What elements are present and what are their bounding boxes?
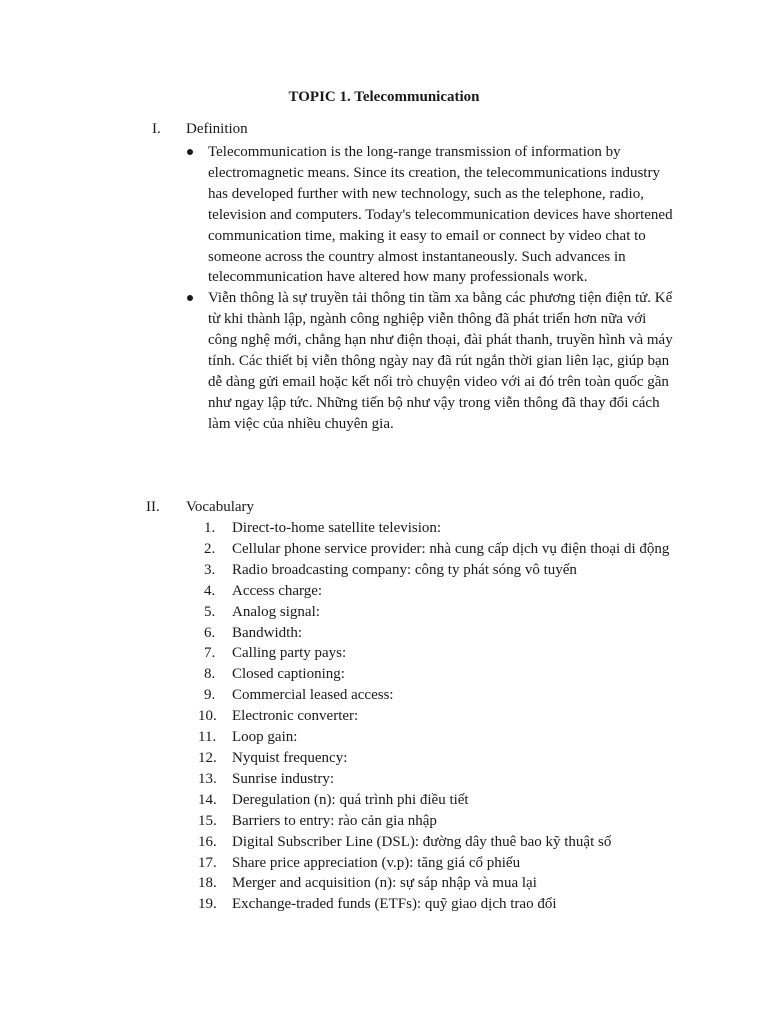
vocabulary-item	[198, 832, 684, 853]
vocabulary-term: Deregulation (n): quá trình phi điều tiết	[232, 791, 469, 808]
bullet-icon	[187, 295, 193, 301]
vocabulary-number: 11.	[198, 729, 217, 746]
vocabulary-number: 18.	[198, 875, 217, 892]
vocabulary-item	[198, 790, 684, 811]
vocabulary-number: 2.	[204, 540, 216, 557]
vocabulary-item	[198, 769, 684, 790]
vocabulary-term: Merger and acquisition (n): sự sáp nhập và mua lại	[232, 875, 537, 892]
vocabulary-item	[204, 643, 684, 664]
vocabulary-item	[198, 706, 684, 727]
vocabulary-item	[198, 853, 684, 874]
vocabulary-number: 1.	[204, 520, 216, 536]
vocabulary-number: 15.	[198, 812, 217, 829]
vocabulary-item	[198, 894, 684, 915]
section-label: Vocabulary	[186, 499, 255, 515]
vocabulary-number: 17.	[198, 854, 217, 871]
vocabulary-item	[204, 581, 684, 602]
vocabulary-number: 8.	[204, 666, 216, 683]
page-title: TOPIC 1. Telecommunication	[288, 89, 480, 105]
bullet-icon	[187, 149, 193, 155]
vocabulary-term: Access charge:	[232, 582, 323, 599]
vocabulary-item	[198, 811, 684, 832]
vocabulary-item	[204, 518, 684, 539]
vocabulary-term: Analog signal:	[232, 603, 320, 620]
vocabulary-number: 5.	[204, 603, 216, 620]
vocabulary-number: 13.	[198, 770, 217, 787]
bullet-text: Viễn thông là sự truyền tải thông tin tầm xa bằng các phương tiện điện tử. Kể từ khi thành lập, ngành công nghiệp viễn thông đã phát triển hơn nữa với công nghệ mới, chẳng hạn như điện thoại, đài phát thanh, truyền hình và máy tính. Các thiết bị viễn thông ngày nay đã rút ngắn thời gian liên lạc, giúp bạn dễ dàng gửi email hoặc kết nối trò chuyện video với ai đó trên toàn quốc gần như ngay lập tức. Những tiến bộ như vậy trong viễn thông đã thay đổi cách làm việc của nhiều chuyên gia.	[208, 290, 673, 432]
vocabulary-list	[198, 518, 684, 915]
section-label: Definition	[186, 121, 248, 137]
bullet-item-english	[186, 142, 676, 288]
vocabulary-item	[204, 560, 684, 581]
vocabulary-term: Share price appreciation (v.p): tăng giá cổ phiếu	[232, 854, 521, 871]
vocabulary-number: 12.	[198, 749, 217, 766]
vocabulary-term: Radio broadcasting company: công ty phát sóng vô tuyến	[232, 561, 577, 578]
vocabulary-item	[204, 685, 684, 706]
vocabulary-item	[198, 727, 684, 748]
vocabulary-term: Calling party pays:	[232, 645, 347, 662]
section-numeral: I.	[152, 121, 161, 137]
vocabulary-number: 9.	[204, 687, 216, 704]
vocabulary-term: Closed captioning:	[232, 666, 345, 683]
bullet-item-vietnamese	[186, 288, 676, 434]
vocabulary-item	[198, 748, 684, 769]
vocabulary-item	[204, 539, 684, 560]
vocabulary-term: Bandwidth:	[232, 624, 302, 641]
vocabulary-term: Electronic converter:	[232, 708, 359, 725]
vocabulary-term: Nyquist frequency:	[232, 749, 348, 766]
vocabulary-term: Exchange-traded funds (ETFs): quỹ giao dịch trao đổi	[232, 896, 557, 913]
vocabulary-number: 10.	[198, 708, 217, 725]
vocabulary-term: Loop gain:	[232, 729, 298, 746]
vocabulary-number: 7.	[204, 645, 216, 662]
vocabulary-number: 3.	[204, 561, 216, 578]
definition-bullet-list	[186, 142, 676, 435]
vocabulary-term: Digital Subscriber Line (DSL): đường dây thuê bao kỹ thuật số	[232, 833, 612, 850]
vocabulary-number: 14.	[198, 791, 217, 808]
bullet-text: Telecommunication is the long-range transmission of information by electromagnetic means. Since its creation, the telecommunications industry has developed further with new technology, such as the telephone, radio, television and computers. Today's telecommunication devices have shortened communication time, making it easy to email or connect by video chat to someone across the country almost instantaneously. Such advances in telecommunication have altered how many professionals work.	[208, 144, 673, 286]
vocabulary-item	[198, 873, 684, 894]
vocabulary-number: 4.	[204, 582, 216, 599]
section-numeral: II.	[146, 499, 160, 515]
vocabulary-number: 16.	[198, 833, 217, 850]
vocabulary-number: 19.	[198, 896, 217, 913]
vocabulary-term: Barriers to entry: rào cản gia nhập	[232, 812, 437, 829]
vocabulary-item	[204, 602, 684, 623]
vocabulary-item	[204, 623, 684, 644]
vocabulary-term: Direct-to-home satellite television:	[232, 520, 442, 536]
vocabulary-term: Cellular phone service provider: nhà cung cấp dịch vụ điện thoại di động	[232, 540, 670, 557]
vocabulary-term: Sunrise industry:	[232, 770, 335, 787]
vocabulary-term: Commercial leased access:	[232, 687, 394, 704]
vocabulary-number: 6.	[204, 624, 216, 641]
vocabulary-item	[204, 664, 684, 685]
